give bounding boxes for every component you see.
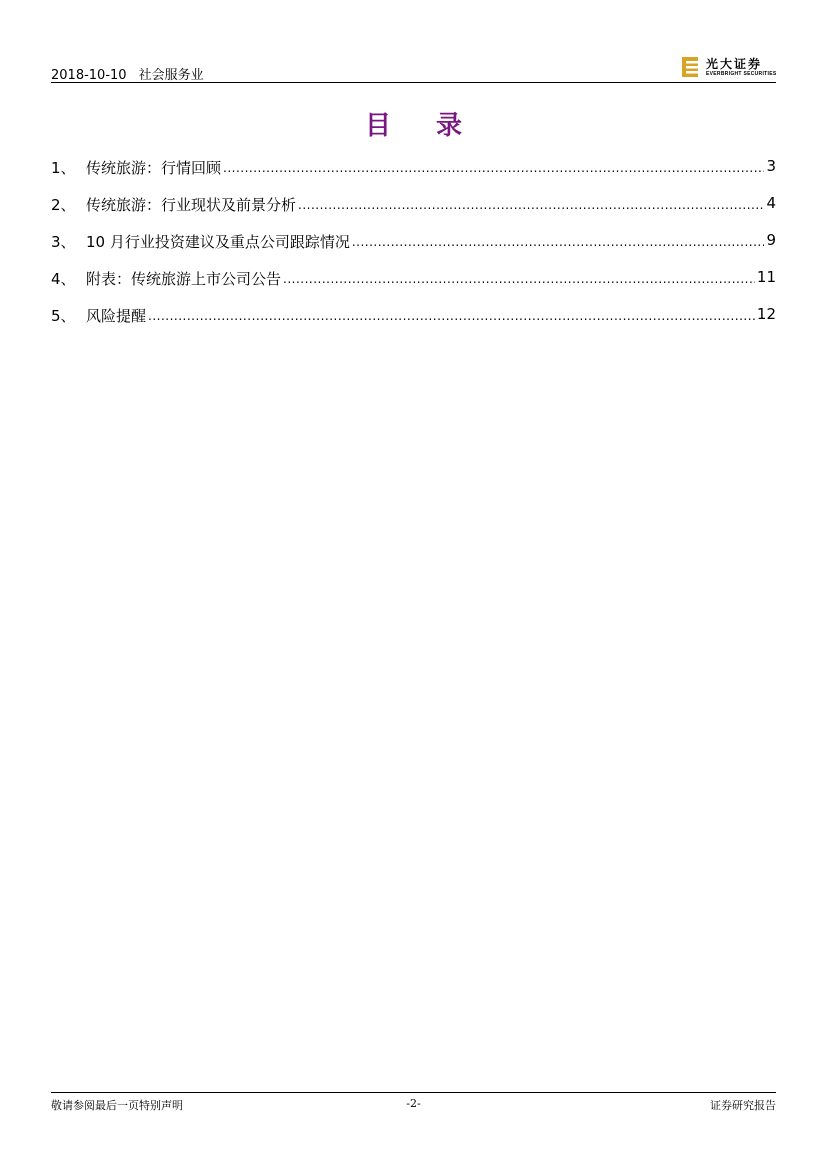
header-info	[51, 64, 204, 83]
everbright-logo	[682, 56, 776, 80]
disclaimer-note: 敬请参阅最后一页特别声明	[51, 1099, 183, 1112]
toc-leader-dots	[223, 161, 764, 175]
toc-item-page: 11	[756, 268, 776, 286]
toc-item-text[interactable]: 传统旅游：行情回顾	[86, 159, 222, 177]
toc-item-number: 4、	[51, 270, 76, 288]
toc-item[interactable]	[51, 157, 776, 194]
toc-item-page: 3	[766, 157, 776, 175]
toc-item-number: 2、	[51, 196, 76, 214]
toc-leader-dots	[283, 272, 755, 286]
toc-item-number: 3、	[51, 233, 76, 251]
toc-item-number: 5、	[51, 307, 76, 325]
toc-item[interactable]	[51, 194, 776, 231]
page-header	[51, 56, 776, 84]
header-divider	[51, 82, 776, 83]
logo-chinese-name: 光大证券	[706, 57, 763, 71]
logo-mark-icon	[682, 57, 698, 77]
page-number: -2-	[406, 1097, 421, 1110]
toc-leader-dots	[148, 309, 755, 323]
toc-item[interactable]	[51, 305, 776, 342]
toc-item-text[interactable]: 传统旅游：行业现状及前景分析	[86, 196, 297, 214]
toc-leader-dots	[352, 235, 765, 249]
toc-item-text[interactable]: 10 月行业投资建议及重点公司跟踪情况	[86, 233, 350, 251]
logo-english-name: EVERBRIGHT SECURITIES	[706, 71, 777, 77]
footer-divider	[51, 1092, 776, 1093]
toc-item-text[interactable]: 附表：传统旅游上市公司公告	[86, 270, 282, 288]
toc-item-number: 1、	[51, 159, 76, 177]
table-of-contents	[51, 157, 776, 342]
toc-item-page: 9	[766, 231, 776, 249]
toc-title: 目 录	[364, 111, 481, 141]
industry-category: 社会服务业	[138, 68, 204, 83]
toc-item-page: 4	[766, 194, 776, 212]
report-date: 2018-10-10	[51, 68, 127, 83]
page-footer	[51, 1097, 776, 1113]
toc-item-page: 12	[756, 305, 776, 323]
toc-item-text[interactable]: 风险提醒	[86, 307, 147, 325]
toc-leader-dots	[298, 198, 764, 212]
report-type: 证券研究报告	[710, 1099, 776, 1112]
toc-item[interactable]	[51, 231, 776, 268]
toc-item[interactable]	[51, 268, 776, 305]
